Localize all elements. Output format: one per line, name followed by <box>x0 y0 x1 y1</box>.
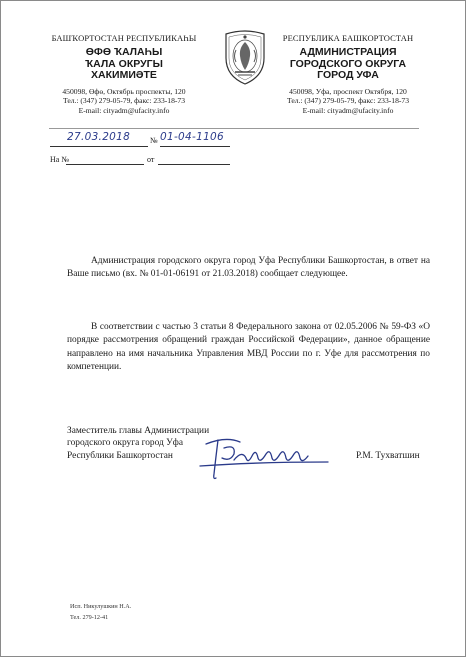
republic-name-russian: РЕСПУБЛИКА БАШКОРТОСТАН <box>282 33 414 43</box>
header-right-russian <box>271 33 425 115</box>
handwritten-signature-icon <box>196 432 336 482</box>
contacts-bashkir: 450098, Өфө, Октябрь проспекты, 120 Тел.: (347) 279-05-79, факс: 233-18-73 E-mail: cityadm@ufacity.info <box>62 86 186 115</box>
from-blank <box>158 164 230 165</box>
from-label: от <box>147 155 155 164</box>
executor-info: Исп. Никулушкин Н.А. Тел. 279-12-41 <box>70 603 132 621</box>
handwritten-date: 27.03.2018 <box>67 131 131 143</box>
header-divider <box>49 128 419 129</box>
org-name-bashkir: ӨФӨ ҠАЛАҺЫ ҠАЛА ОКРУГЫ ХАКИМИӘТЕ <box>85 46 163 81</box>
header-left-bashkir <box>49 33 199 115</box>
org-name-russian: АДМИНИСТРАЦИЯ ГОРОДСКОГО ОКРУГА ГОРОД УФА <box>289 46 407 81</box>
signatory-position: Заместитель главы Администрации городского округа город Уфа Республики Башкортостан <box>67 426 210 461</box>
in-reply-label: На № <box>50 155 69 164</box>
ufa-coat-of-arms-icon <box>222 28 268 86</box>
number-underline <box>160 146 230 147</box>
signatory-name: Р.М. Тухватшин <box>356 451 420 461</box>
republic-name-bashkir: БАШҠОРТОСТАН РЕСПУБЛИКАҺЫ <box>51 33 197 43</box>
contacts-russian: 450098, Уфа, проспект Октября, 120 Тел.: (347) 279-05-79, факс: 233-18-73 E-mail: cityadm@ufacity.info <box>286 86 409 115</box>
body-paragraph-2: В соответствии с частью 3 статьи 8 Федерального закона от 02.05.2006 № 59-ФЗ «О порядке рассмотрения обращений граждан Российской Федерации», данное обращение направлено на имя начальника Управления МВД России по г. Уфе для рассмотрения по компетенции. <box>67 322 430 372</box>
body-paragraph-1: Администрация городского округа город Уфа Республики Башкортостан, в ответ на Ваше письмо (вх. № 01-01-06191 от 21.03.2018) сообщает следующее. <box>67 256 430 280</box>
date-underline <box>50 146 148 147</box>
handwritten-number: 01-04-1106 <box>160 131 225 143</box>
in-reply-blank <box>66 164 144 165</box>
